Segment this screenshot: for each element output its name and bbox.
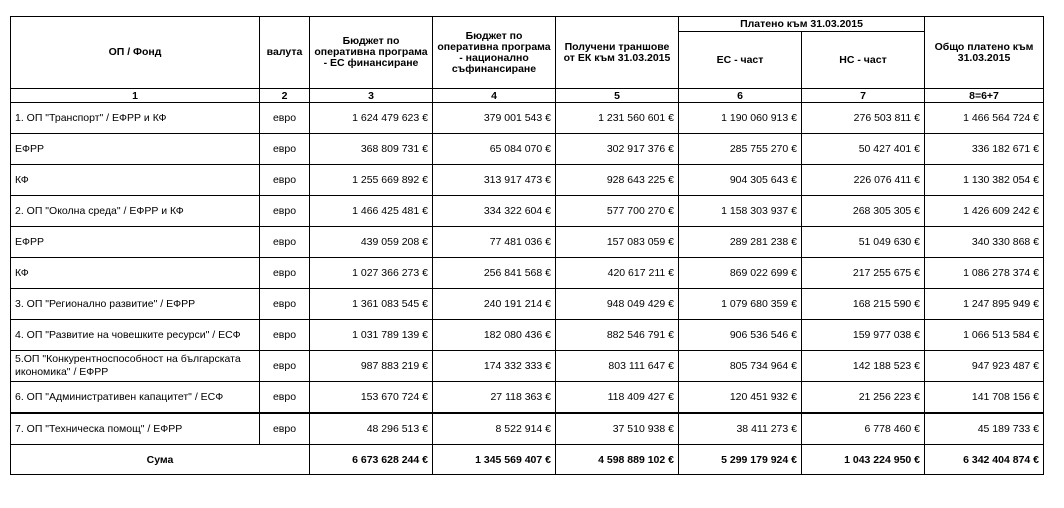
column-number: 3	[310, 89, 433, 103]
budget-national-cell: 174 332 333 €	[433, 351, 556, 382]
currency-cell: евро	[260, 258, 310, 289]
header-budget-eu: Бюджет по оперативна програма - ЕС финансиране	[310, 17, 433, 89]
budget-eu-cell: 48 296 513 €	[310, 413, 433, 445]
total-tranches: 4 598 889 102 €	[556, 445, 679, 475]
table-row	[11, 165, 1044, 196]
budget-national-cell: 27 118 363 €	[433, 382, 556, 414]
tranches-cell: 577 700 270 €	[556, 196, 679, 227]
total-paid: 6 342 404 874 €	[925, 445, 1044, 475]
tranches-cell: 1 231 560 601 €	[556, 103, 679, 134]
total-paid-cell: 340 330 868 €	[925, 227, 1044, 258]
total-ns-part: 1 043 224 950 €	[802, 445, 925, 475]
budget-eu-cell: 1 624 479 623 €	[310, 103, 433, 134]
budget-national-cell: 240 191 214 €	[433, 289, 556, 320]
column-number: 6	[679, 89, 802, 103]
column-number: 5	[556, 89, 679, 103]
budget-national-cell: 8 522 914 €	[433, 413, 556, 445]
ns-part-cell: 6 778 460 €	[802, 413, 925, 445]
eu-part-cell: 1 079 680 359 €	[679, 289, 802, 320]
budget-eu-cell: 368 809 731 €	[310, 134, 433, 165]
header-paid-group: Платено към 31.03.2015	[679, 17, 925, 32]
currency-cell: евро	[260, 413, 310, 445]
total-budget-eu: 6 673 628 244 €	[310, 445, 433, 475]
eu-part-cell: 1 190 060 913 €	[679, 103, 802, 134]
op-fund-cell: 6. ОП "Административен капацитет" / ЕСФ	[11, 382, 260, 414]
ns-part-cell: 159 977 038 €	[802, 320, 925, 351]
tranches-cell: 948 049 429 €	[556, 289, 679, 320]
ns-part-cell: 21 256 223 €	[802, 382, 925, 414]
total-paid-cell: 336 182 671 €	[925, 134, 1044, 165]
table-row	[11, 227, 1044, 258]
eu-part-cell: 38 411 273 €	[679, 413, 802, 445]
tranches-cell: 37 510 938 €	[556, 413, 679, 445]
total-paid-cell: 1 466 564 724 €	[925, 103, 1044, 134]
currency-cell: евро	[260, 227, 310, 258]
header-ns-part: НС - част	[802, 32, 925, 89]
op-fund-cell: ЕФРР	[11, 134, 260, 165]
eu-part-cell: 906 536 546 €	[679, 320, 802, 351]
column-number: 7	[802, 89, 925, 103]
total-paid-cell: 1 426 609 242 €	[925, 196, 1044, 227]
op-fund-cell: КФ	[11, 165, 260, 196]
op-fund-cell: 7. ОП "Техническа помощ" / ЕФРР	[11, 413, 260, 445]
budget-eu-cell: 987 883 219 €	[310, 351, 433, 382]
ns-part-cell: 168 215 590 €	[802, 289, 925, 320]
ns-part-cell: 50 427 401 €	[802, 134, 925, 165]
tranches-cell: 157 083 059 €	[556, 227, 679, 258]
table-row	[11, 351, 1044, 382]
ns-part-cell: 142 188 523 €	[802, 351, 925, 382]
currency-cell: евро	[260, 351, 310, 382]
budget-eu-cell: 1 027 366 273 €	[310, 258, 433, 289]
header-op-fund: ОП / Фонд	[11, 17, 260, 89]
ns-part-cell: 226 076 411 €	[802, 165, 925, 196]
total-paid-cell: 1 130 382 054 €	[925, 165, 1044, 196]
eu-part-cell: 1 158 303 937 €	[679, 196, 802, 227]
total-paid-cell: 1 066 513 584 €	[925, 320, 1044, 351]
op-fund-cell: 4. ОП "Развитие на човешките ресурси" / ЕСФ	[11, 320, 260, 351]
header-eu-part: ЕС - част	[679, 32, 802, 89]
currency-cell: евро	[260, 320, 310, 351]
budget-eu-cell: 1 031 789 139 €	[310, 320, 433, 351]
budget-national-cell: 313 917 473 €	[433, 165, 556, 196]
op-fund-cell: 3. ОП "Регионално развитие" / ЕФРР	[11, 289, 260, 320]
table-row	[11, 320, 1044, 351]
column-number: 4	[433, 89, 556, 103]
header-tranches: Получени траншове от ЕК към 31.03.2015	[556, 17, 679, 89]
header-total-paid: Общо платено към 31.03.2015	[925, 17, 1044, 89]
eu-part-cell: 869 022 699 €	[679, 258, 802, 289]
total-paid-cell: 1 247 895 949 €	[925, 289, 1044, 320]
currency-cell: евро	[260, 165, 310, 196]
op-fund-cell: 1. ОП "Транспорт" / ЕФРР и КФ	[11, 103, 260, 134]
ns-part-cell: 268 305 305 €	[802, 196, 925, 227]
total-row	[11, 445, 1044, 475]
table-row	[11, 196, 1044, 227]
total-paid-cell: 1 086 278 374 €	[925, 258, 1044, 289]
budget-national-cell: 334 322 604 €	[433, 196, 556, 227]
eu-part-cell: 120 451 932 €	[679, 382, 802, 414]
tranches-cell: 928 643 225 €	[556, 165, 679, 196]
tranches-cell: 302 917 376 €	[556, 134, 679, 165]
tranches-cell: 420 617 211 €	[556, 258, 679, 289]
column-number: 8=6+7	[925, 89, 1044, 103]
payments-table	[10, 16, 1044, 475]
column-numbers-row	[11, 89, 1044, 103]
op-fund-cell: ЕФРР	[11, 227, 260, 258]
currency-cell: евро	[260, 134, 310, 165]
ns-part-cell: 276 503 811 €	[802, 103, 925, 134]
op-fund-cell: 2. ОП "Околна среда" / ЕФРР и КФ	[11, 196, 260, 227]
eu-part-cell: 289 281 238 €	[679, 227, 802, 258]
tranches-cell: 118 409 427 €	[556, 382, 679, 414]
budget-national-cell: 256 841 568 €	[433, 258, 556, 289]
total-paid-cell: 45 189 733 €	[925, 413, 1044, 445]
currency-cell: евро	[260, 196, 310, 227]
currency-cell: евро	[260, 382, 310, 414]
table-row	[11, 289, 1044, 320]
op-fund-cell: 5.ОП "Конкурентноспособност на българската икономика" / ЕФРР	[11, 351, 260, 382]
budget-national-cell: 182 080 436 €	[433, 320, 556, 351]
budget-national-cell: 77 481 036 €	[433, 227, 556, 258]
tranches-cell: 803 111 647 €	[556, 351, 679, 382]
header-budget-national: Бюджет по оперативна програма - национално съфинансиране	[433, 17, 556, 89]
total-budget-national: 1 345 569 407 €	[433, 445, 556, 475]
tranches-cell: 882 546 791 €	[556, 320, 679, 351]
eu-part-cell: 285 755 270 €	[679, 134, 802, 165]
header-currency: валута	[260, 17, 310, 89]
currency-cell: евро	[260, 103, 310, 134]
table-row	[11, 413, 1044, 445]
total-label: Сума	[11, 445, 310, 475]
column-number: 1	[11, 89, 260, 103]
budget-eu-cell: 153 670 724 €	[310, 382, 433, 414]
table-row	[11, 382, 1044, 414]
eu-part-cell: 904 305 643 €	[679, 165, 802, 196]
eu-part-cell: 805 734 964 €	[679, 351, 802, 382]
budget-national-cell: 379 001 543 €	[433, 103, 556, 134]
op-fund-cell: КФ	[11, 258, 260, 289]
column-number: 2	[260, 89, 310, 103]
currency-cell: евро	[260, 289, 310, 320]
budget-national-cell: 65 084 070 €	[433, 134, 556, 165]
table-row	[11, 258, 1044, 289]
total-eu-part: 5 299 179 924 €	[679, 445, 802, 475]
budget-eu-cell: 439 059 208 €	[310, 227, 433, 258]
budget-eu-cell: 1 255 669 892 €	[310, 165, 433, 196]
ns-part-cell: 51 049 630 €	[802, 227, 925, 258]
budget-eu-cell: 1 466 425 481 €	[310, 196, 433, 227]
total-paid-cell: 141 708 156 €	[925, 382, 1044, 414]
table-row	[11, 103, 1044, 134]
table-row	[11, 134, 1044, 165]
budget-eu-cell: 1 361 083 545 €	[310, 289, 433, 320]
total-paid-cell: 947 923 487 €	[925, 351, 1044, 382]
ns-part-cell: 217 255 675 €	[802, 258, 925, 289]
